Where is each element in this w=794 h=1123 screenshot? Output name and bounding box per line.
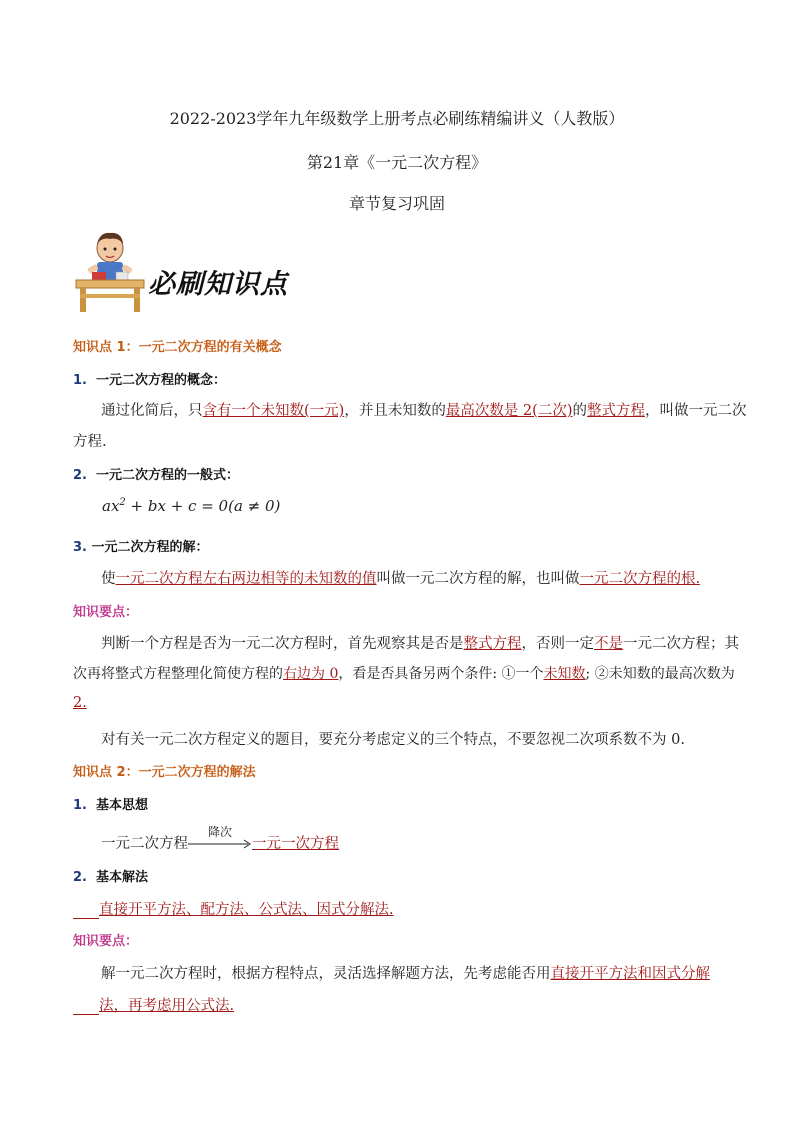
k1-s2-label: 一元二次方程的一般式： xyxy=(96,468,240,483)
formula-term: ax xyxy=(102,497,120,515)
text: 通过化简后，只 xyxy=(101,403,203,419)
text: ，并且未知数的 xyxy=(344,403,446,419)
underlined-term: 直接开平方法和因式分解 xyxy=(550,966,710,982)
k1-key-line2 xyxy=(73,663,735,683)
k1-s3-para xyxy=(101,567,700,588)
underlined-term: 直接开平方法、配方法、公式法、因式分解法. xyxy=(99,902,394,918)
k1-key-para2: 对有关一元二次方程定义的题目，要充分考虑定义的三个特点，不要忽视二次项系数不为 0. xyxy=(101,732,685,748)
k2-s2-label: 基本解法 xyxy=(96,870,149,885)
underline-blank xyxy=(73,902,99,919)
k1-s3-label: 一元二次方程的解： xyxy=(91,540,209,555)
text: 判断一个方程是否为一元二次方程时，首先观察其是否是 xyxy=(101,636,464,652)
underlined-term: 整式方程 xyxy=(463,636,522,652)
underlined-term: 2. xyxy=(73,695,87,711)
k2-s1-num: 1. xyxy=(73,798,87,813)
general-form-formula xyxy=(102,497,280,515)
k2-key-heading: 知识要点： xyxy=(73,934,139,949)
underlined-term: 含有一个未知数(一元) xyxy=(202,403,345,419)
k2-methods xyxy=(73,898,394,919)
k1-key-line3 xyxy=(73,695,87,711)
k1-s1-label: 一元二次方程的概念： xyxy=(96,373,227,388)
k1-key-heading: 知识要点： xyxy=(73,605,139,620)
formula-term: + bx + c = 0 xyxy=(125,497,229,515)
k2-s2-num: 2. xyxy=(73,870,87,885)
underlined-term: 整式方程 xyxy=(586,403,645,419)
underline-blank xyxy=(73,998,99,1015)
text: ，叫做一元二次 xyxy=(644,403,747,419)
text: 一元二次方程；其 xyxy=(623,636,739,652)
k2-s2-heading xyxy=(73,866,148,885)
k1-heading: 知识点 1：一元二次方程的有关概念 xyxy=(73,340,282,355)
formula-condition: (a ≠ 0) xyxy=(228,497,281,515)
text: 次再将整式方程整理化简使方程的 xyxy=(73,666,283,682)
underlined-term: 法，再考虑用公式法. xyxy=(99,998,235,1014)
formula-exponent: 2 xyxy=(119,497,126,508)
text: ; ②未知数的最高次数为 xyxy=(585,666,735,682)
text: 解一元二次方程时，根据方程特点，灵活选择解题方法，先考虑能否用 xyxy=(101,966,551,982)
underlined-term: 一元二次方程左右两边相等的未知数的值 xyxy=(115,571,377,587)
underlined-term: 一元二次方程的根. xyxy=(579,571,701,587)
k2-key-line1 xyxy=(101,962,710,983)
chapter-title: 第21章《一元二次方程》 xyxy=(306,153,488,172)
k1-key-line1 xyxy=(101,632,739,653)
k2-heading: 知识点 2：一元二次方程的解法 xyxy=(73,765,256,780)
underlined-term: 未知数 xyxy=(543,666,586,682)
reduce-degree-arrow xyxy=(188,825,252,851)
k2-s1-heading xyxy=(73,794,148,813)
underlined-term: 不是 xyxy=(594,636,623,652)
idea-from: 一元二次方程 xyxy=(101,836,188,852)
underlined-term: 最高次数是 2(二次) xyxy=(445,403,573,419)
k1-s2-num: 2. xyxy=(73,468,87,483)
banner-title: 必刷知识点 xyxy=(148,269,288,300)
k1-s1-num: 1. xyxy=(73,373,87,388)
doc-title: 2022-2023学年九年级数学上册考点必刷练精编讲义（人教版） xyxy=(169,109,625,128)
k1-s1-para-line1 xyxy=(101,399,746,420)
k1-s3-heading xyxy=(73,536,209,555)
text: ，否则一定 xyxy=(521,636,594,652)
k2-idea xyxy=(101,825,339,853)
k1-s3-num: 3. xyxy=(73,540,87,555)
student-desk-icon xyxy=(70,228,150,314)
idea-to: 一元一次方程 xyxy=(252,836,339,852)
text: 的 xyxy=(572,403,587,419)
k1-s1-heading xyxy=(73,369,226,388)
text: 使 xyxy=(101,571,116,587)
section-title: 章节复习巩固 xyxy=(348,194,445,213)
k1-s2-heading xyxy=(73,464,239,483)
text: 叫做一元二次方程的解，也叫做 xyxy=(376,571,580,587)
underlined-term: 右边为 0 xyxy=(283,666,339,682)
arrow-label: 降次 xyxy=(207,825,232,839)
k1-s1-para-line2: 方程. xyxy=(73,434,107,450)
text: ，看是否具备另两个条件: ①一个 xyxy=(338,666,544,682)
k2-key-line2 xyxy=(73,994,234,1015)
k2-s1-label: 基本思想 xyxy=(96,798,149,813)
